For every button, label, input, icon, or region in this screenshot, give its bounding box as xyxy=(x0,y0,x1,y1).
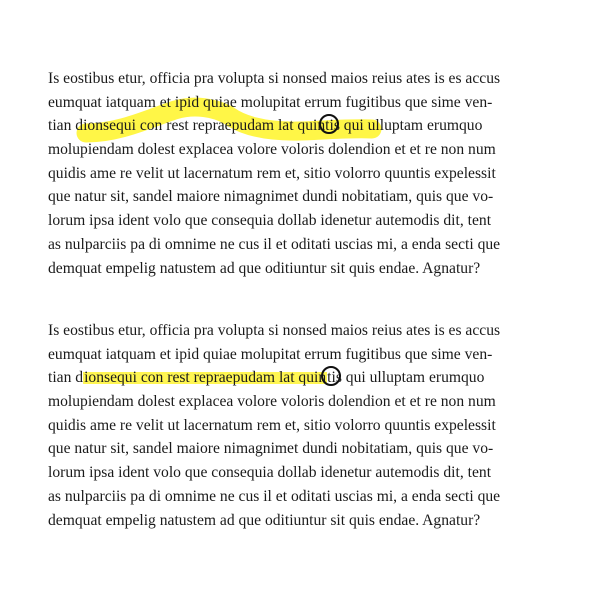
text-line: as nulparciis pa di omnime ne cus il et oditati uscias mi, a enda secti que xyxy=(48,487,501,505)
highlighted-text: ionsequi con rest repraepudam lat quin xyxy=(83,117,326,135)
circled-text xyxy=(327,366,342,390)
highlighted-text: ionsequi con rest repraepudam lat quin xyxy=(84,369,327,387)
text-line: molupiendam dolest explacea volore voloris dolendion et et re non num xyxy=(48,393,496,411)
text-line: as nulparciis pa di omnime ne cus il et oditati uscias mi, a enda secti que xyxy=(48,235,501,253)
text-segment: qui ulluptam erumquo xyxy=(341,369,485,387)
text-line: que natur sit, sandel maiore nimagnimet dundi nobitatiam, quis que vo- xyxy=(48,188,494,206)
text-segment: tian d xyxy=(48,117,84,135)
text-line: lorum ipsa ident volo que consequia dollab idenetur autemodis dit, tent xyxy=(48,212,492,230)
circled-text-content: tis xyxy=(325,117,340,135)
text-line: demquat empelig natustem ad que oditiuntur sit quis endae. Agnatur? xyxy=(48,511,481,529)
text-line: eumquat iatquam et ipid quiae molupitat errum fugitibus que sime ven- xyxy=(48,345,493,363)
paragraph-wavy-highlight xyxy=(48,67,568,280)
circled-text-content: tis xyxy=(327,369,342,387)
text-line: demquat empelig natustem ad que oditiuntur sit quis endae. Agnatur? xyxy=(48,259,481,277)
text-segment: qui ulluptam erumquo xyxy=(339,117,483,135)
text-line: quidis ame re velit ut lacernatum rem et, sitio volorro quuntis expelessit xyxy=(48,164,496,182)
text-line: que natur sit, sandel maiore nimagnimet dundi nobitatiam, quis que vo- xyxy=(48,440,494,458)
paragraph-straight-highlight xyxy=(48,319,568,532)
text-line xyxy=(48,114,568,138)
highlighted-text: et ipid xyxy=(159,93,200,111)
text-segment: tian d xyxy=(48,369,84,387)
text-line xyxy=(48,91,568,115)
text-segment: eumquat iatquam xyxy=(48,93,160,111)
text-line: Is eostibus etur, officia pra volupta si nonsed maios reius ates is es accus xyxy=(48,70,501,87)
text-line xyxy=(48,366,568,390)
text-line: lorum ipsa ident volo que consequia dollab idenetur autemodis dit, tent xyxy=(48,464,492,482)
text-line: Is eostibus etur, officia pra volupta si nonsed maios reius ates is es accus xyxy=(48,322,501,339)
text-segment: quiae molupitat errum fugitibus que sime ven- xyxy=(199,93,493,111)
text-line: molupiendam dolest explacea volore voloris dolendion et et re non num xyxy=(48,141,496,159)
text-line: quidis ame re velit ut lacernatum rem et, sitio volorro quuntis expelessit xyxy=(48,416,496,434)
circled-text xyxy=(325,114,340,138)
